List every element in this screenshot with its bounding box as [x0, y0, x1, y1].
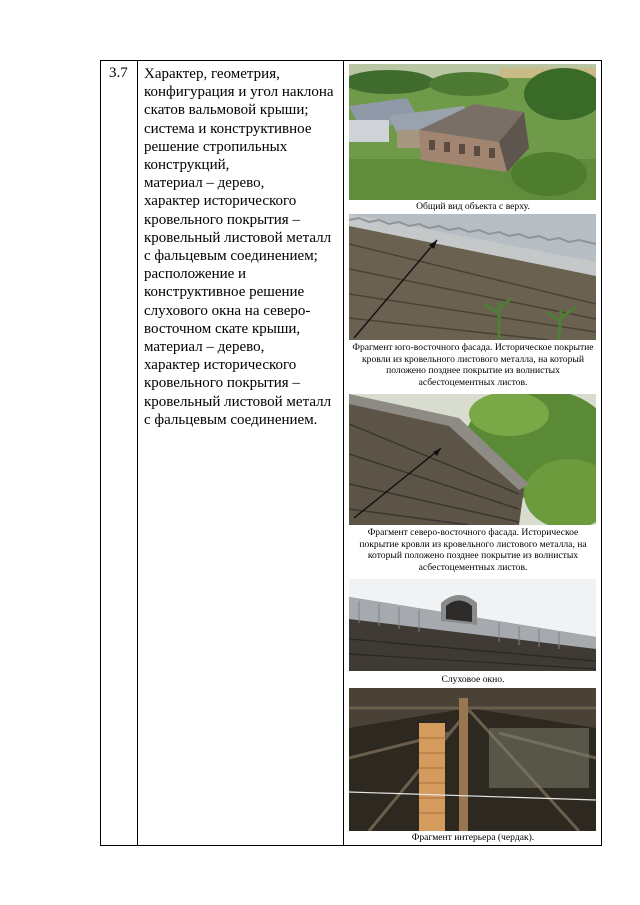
caption-attic-interior: Фрагмент интерьера (чердак). — [411, 832, 535, 843]
column-divider — [137, 61, 138, 845]
caption-northeast-facade: Фрагмент северо-восточного фасада. Историческое покрытие кровли из кровельного листового металла, на который положено позднее покрытие из волнистых асбестоцементных листов. — [359, 527, 587, 573]
row-number: 3.7 — [109, 65, 128, 81]
caption-southeast-facade: Фрагмент юго-восточного фасада. Историческое покрытие кровли из кровельного листового металла, на который положено позднее покрытие из волнистых асбестоцементных листов. — [352, 342, 594, 388]
caption-aerial-view: Общий вид объекта с верху. — [416, 201, 530, 212]
photo-attic-interior — [349, 688, 596, 831]
photo-northeast-facade — [349, 394, 596, 525]
photo-southeast-facade — [349, 214, 596, 340]
photo-dormer-window — [349, 579, 596, 671]
heritage-table — [100, 60, 602, 846]
row-description: Характер, геометрия, конфигурация и угол наклона скатов вальмовой крыши; система и конструктивное решение стропильных конструкций, материал – дерево, характер исторического кровельного покрытия – кровельный листовой металл с фальцевым соединением; расположение и конструктивное решение слухового окна на северо- восточном скате крыши, материал – дерево, характер исторического кровельного покрытия – кровельный листовой металл с фальцевым соединением. — [144, 66, 334, 428]
caption-dormer-window: Слуховое окно. — [441, 674, 505, 685]
photo-aerial-view — [349, 64, 596, 200]
